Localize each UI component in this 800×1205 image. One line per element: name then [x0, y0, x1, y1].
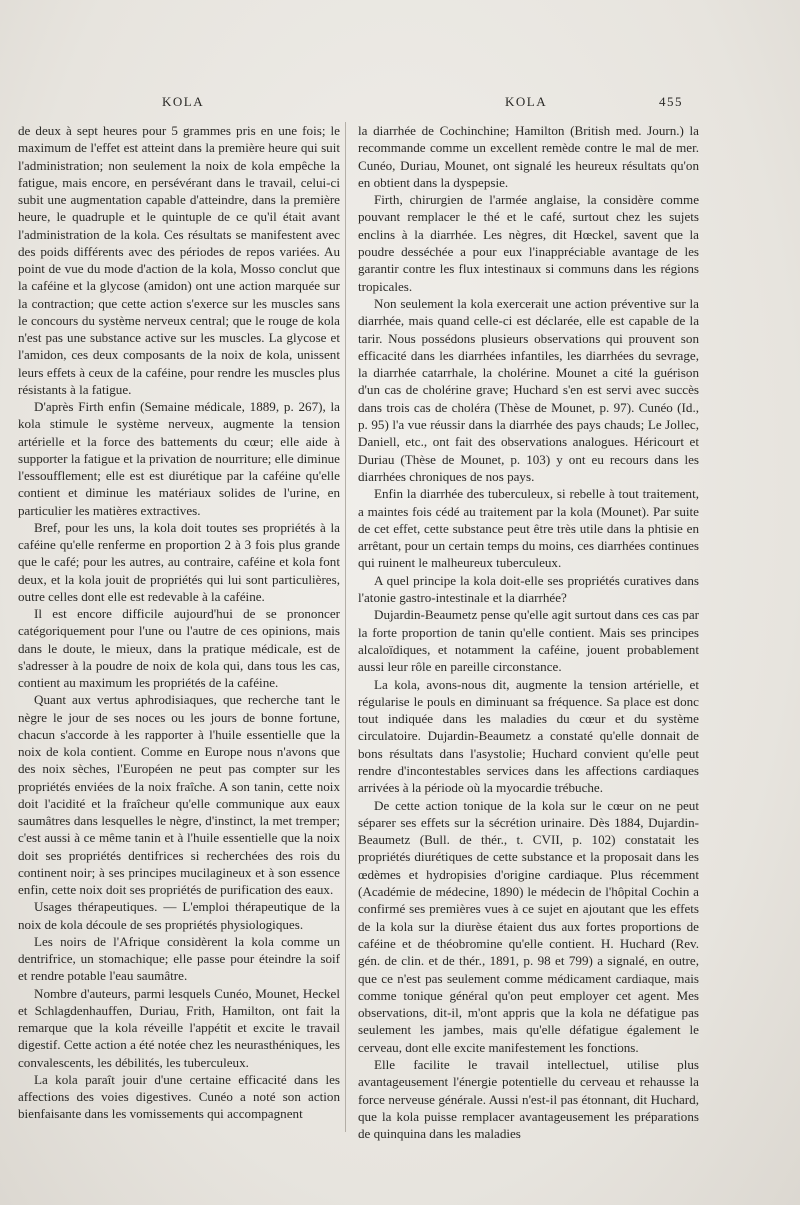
- column-divider: [345, 122, 346, 1132]
- paragraph: La kola paraît jouir d'une certaine efficacité dans les affections des voies digestives. Cunéo a noté son action bienfaisante dans les vomissements qui accompagnent: [18, 1071, 340, 1122]
- running-head-left: KOLA: [162, 94, 205, 109]
- paragraph: Quant aux vertus aphrodisiaques, que recherche tant le nègre le jour de ses noces ou les jours de bonne fortune, chacun s'accorde à les rapporter à l'huile essentielle que la noix de kola contient. Comme en Europe nous n'avons que des noix sèches, l'Européen ne peut pas compter sur les propriétés enviées de la noix fraîche. A son tanin, cette noix doit l'acidité et la fraîcheur qu'elle communique aux eaux saumâtres dans lesquelles le nègre, d'instinct, la met tremper; c'est aussi à ce même tanin et à l'huile essentielle que la noix doit ses propriétés dentifrices si recherchées des rois du continent noir; à ses principes mucilagineux et à son essence enfin, cette noix doit ses propriétés de purification des eaux.: [18, 692, 340, 897]
- right-text-column: [358, 122, 699, 1143]
- running-head-right: KOLA: [505, 94, 548, 109]
- page-number: 455: [659, 94, 683, 109]
- section-heading-paragraph: Usages thérapeutiques. — L'emploi thérapeutique de la noix de kola découle de ses propriétés physiologiques.: [18, 899, 340, 932]
- paragraph: Dujardin-Beaumetz pense qu'elle agit surtout dans ces cas par la forte proportion de tanin qu'elle contient. Mais ses principes alcaloïdiques, et notamment la caféine, jouent probablement aussi leur rôle en pareille circonstance.: [358, 607, 699, 675]
- paragraph: Les noirs de l'Afrique considèrent la kola comme un dentrifrice, un stomachique; elle passe pour éteindre la soif et rendre potable l'eau saumâtre.: [18, 933, 340, 984]
- paragraph: D'après Firth enfin (Semaine médicale, 1889, p. 267), la kola stimule le système nerveux, augmente la tension artérielle et la force des battements du cœur; elle aide à supporter la fatigue et la privation de nourriture; elle diminue l'essoufflement; elle est est diurétique par la caféine qu'elle contient et diminue les matériaux solides de l'urine, en particulier les matières extractives.: [18, 399, 340, 518]
- paragraph: la diarrhée de Cochinchine; Hamilton (British med. Journ.) la recommande comme un excellent remède contre le mal de mer. Cunéo, Duriau, Mounet, ont signalé les heureux résultats qu'on en obtient dans la dyspepsie.: [358, 123, 699, 190]
- paragraph: La kola, avons-nous dit, augmente la tension artérielle, et régularise le pouls en diminuant sa fréquence. Sa place est donc tout indiquée dans les maladies du cœur et du système circulatoire. Dujardin-Beaumetz a constaté qu'elle donnait de bons résultats dans l'asystolie; Huchard convient qu'elle peut rendre d'incontestables services dans les affections cardiaques arrivées à la période où la myocardie trébuche.: [358, 676, 699, 796]
- paragraph: Nombre d'auteurs, parmi lesquels Cunéo, Mounet, Heckel et Schlagdenhauffen, Duriau, Frith, Hamilton, ont fait la remarque que la kola réveille l'appétit et excite le travail digestif. Cette action a été notée chez les neurasthéniques, les convalescents, les débilités, les tuberculeux.: [18, 985, 340, 1070]
- paragraph: Il est encore difficile aujourd'hui de se prononcer catégoriquement pour l'une ou l'autre de ces opinions, mais dans le doute, le mieux, dans la pratique médicale, est de s'adresser à la poudre de noix de kola qui, dans tous les cas, contient au maximum les propriétés de la caféine.: [18, 606, 340, 690]
- left-text-column: [18, 122, 340, 1123]
- paragraph: A quel principe la kola doit-elle ses propriétés curatives dans l'atonie gastro-intestinale et la diarrhée?: [358, 572, 699, 606]
- paragraph: Elle facilite le travail intellectuel, utilise plus avantageusement l'énergie potentielle du cerveau et rehausse la force nerveuse générale. Aussi n'est-il pas étonnant, dit Huchard, que la kola puisse remplacer avantageusement les préparations de quinquina dans les maladies: [358, 1057, 699, 1142]
- paragraph: Bref, pour les uns, la kola doit toutes ses propriétés à la caféine qu'elle renferme en proportion 2 à 3 fois plus grande que le café; pour les autres, au contraire, caféine et kola font deux, et la kola jouit de propriétés qui lui sont particulières, outre celles dont elle est redevable à la caféine.: [18, 519, 340, 604]
- paragraph: Non seulement la kola exercerait une action préventive sur la diarrhée, mais quand celle-ci est déclarée, elle est capable de la tarir. Nous possédons plusieurs observations qui prouvent son efficacité dans les diarrhées infantiles, les diarrhées du sevrage, la diarrhée catarrhale, la cholérine. Mounet a cité la guérison d'un cas de cholérine grave; Huchard s'en est servi avec succès dans trois cas de choléra (Thèse de Mounet, p. 97). Cunéo (Id., p. 95) l'a vue réussir dans la diarrhée des pays chauds; Le Jollec, Daniell, etc., ont fait des observations analogues. Héricourt et Duriau (Thèse de Mounet, p. 103) y ont eu recours dans les diarrhées chroniques de nos pays.: [358, 295, 699, 484]
- paragraph: De cette action tonique de la kola sur le cœur on ne peut séparer ses effets sur la sécrétion urinaire. Dès 1884, Dujardin-Beaumetz (Bull. de thér., t. CVII, p. 102) constatait les propriétés diurétiques de cette substance et la proposait dans les œdèmes et hydropisies d'origine cardiaque. Plus récemment (Académie de médecine, 1890) le médecin de l'hôpital Cochin a confirmé ses premières vues à ce sujet en ajoutant que les effets de la kola sur la diurèse étaient dus aux fortes proportions de caféine et de théobromine qu'elle contient. H. Huchard (Rev. gén. de clin. et de thér., 1891, p. 98 et 799) a signalé, en outre, que ce n'est pas seulement comme médicament cardiaque, mais comme tonique général qu'on peut employer cet agent. Mes observations, dit-il, m'ont appris que la kola ne défatigue pas seulement les jambes, mais qu'elle défatigue également le cerveau, dont elle excite manifestement les fonctions.: [358, 797, 699, 1055]
- paragraph: Firth, chirurgien de l'armée anglaise, la considère comme pouvant remplacer le thé et le café, surtout chez les sujets enclins à la diarrhée. Les nègres, dit Hœckel, savent que la poudre desséchée a pour eux l'inappréciable avantage de les garantir contre les flux intestinaux si communs dans les régions tropicales.: [358, 192, 699, 294]
- paragraph: Enfin la diarrhée des tuberculeux, si rebelle à tout traitement, a maintes fois cédé au traitement par la kola (Mounet). Par suite de cet effet, cette substance peut être très utile dans la phtisie en arrêtant, pour un certain temps du moins, ces diarrhées continues qui ruinent le malheureux tuberculeux.: [358, 486, 699, 571]
- paragraph: de deux à sept heures pour 5 grammes pris en une fois; le maximum de l'effet est atteint dans la première heure qui suit l'administration; non seulement la noix de kola empêche la fatigue, mais encore, en persévérant dans le travail, celui-ci subit une augmentation capable d'atteindre, dans la première heure, le quadruple et le quintuple de ce qu'il était avant l'administration de la kola. Ces résultats se manifestent avec des poids différents avec des périodes de repos variées. Au point de vue du mode d'action de la kola, Mosso conclut que la caféine et la glycose (amidon) ont une action marquée sur la contraction; que cette action s'exerce sur les muscles sans le concours du système nerveux central; que le rouge de kola n'est pas une substance active sur les muscles. La glycose et l'amidon, ces deux composants de la noix de kola, unissent leurs effets à ceux de la caféine, pour rendre les muscles plus résistants à la fatigue.: [18, 123, 340, 397]
